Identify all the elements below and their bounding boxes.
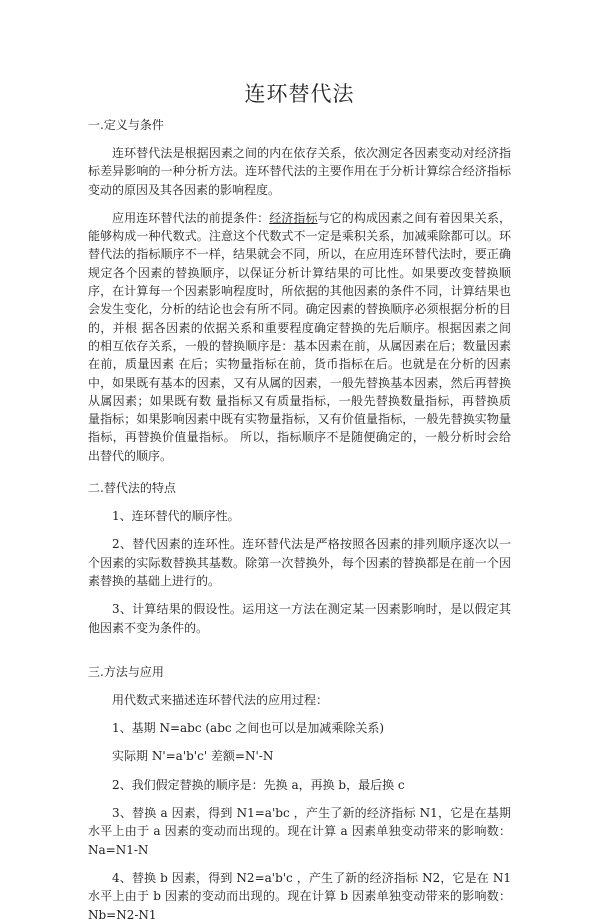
feature-item-3: 3、计算结果的假设性。运用这一方法在测定某一因素影响时，是以假定其他因素不变为条件的。 xyxy=(88,602,511,635)
economic-indicator-link[interactable]: 经济指标 xyxy=(269,210,318,225)
preconditions-lead: 应用连环替代法的前提条件： xyxy=(112,210,270,225)
paragraph-preconditions xyxy=(88,209,511,465)
preconditions-body: 与它的构成因素之间有着因果关系，能够构成一种代数式。注意这个代数式不一定是乘积关系，加减乘除都可以。环替代法的指标顺序不一样，结果就会不同，所以，在应用连环替代法时，要正确规定各个因素的替换顺序，以保证分析计算结果的可比性。如果要改变替换顺序，在计算每一个因素影响程度时，所依据的其他因素的条件不同，计算结果也会发生变化，分析的结论也会有所不同。确定因素的替换顺序必须根据分析的目的，并根 据各因素的依据关系和重要程度确定替换的先后顺序。根据因素之间的相互依存关系，一般的替换顺序是：基本因素在前，从属因素在后；数量因素在前，质量因素 在后；实物量指标在前，货币指标在后。也就是在分析的因素中，如果既有基本的因素，又有从属的因素，一般先替换基本因素，然后再替换从属因素；如果既有数 量指标又有质量指标，一般先替换数量指标，再替换质量指标；如果影响因素中既有实物量指标，又有价值量指标，一般先替换实物量指标，再替换价值量指标。 所以，指标顺序不是随便确定的，一般分析时会给出替代的顺序。 xyxy=(88,210,511,463)
method-intro: 用代数式来描述连环替代法的应用过程： xyxy=(112,692,329,707)
section-heading-definition: 一.定义与条件 xyxy=(88,118,164,132)
method-step-1: 1、基期 N=abc (abc 之间也可以是加减乘除关系) xyxy=(112,721,385,736)
method-step-2: 2、我们假定替换的顺序是：先换 a，再换 b，最后换 c xyxy=(112,777,405,792)
method-step-4: 4、替换 b 因素，得到 N2=a'b'c ，产生了新的经济指标 N2，它是在 N1 水平上由于 b 因素的变动而出现的。现在计算 b 因素单独变动带来的影响数：Nb=N2-N1 xyxy=(88,870,511,922)
section-heading-features: 二.替代法的特点 xyxy=(88,481,176,496)
feature-item-2: 2、替代因素的连环性。连环替代法是严格按照各因素的排列顺序逐次以一个因素的实际数替换其基数。除第一次替换外，每个因素的替换都是在前一个因素替换的基础上进行的。 xyxy=(88,537,511,588)
method-step-3: 3、替换 a 因素，得到 N1=a'bc ，产生了新的经济指标 N1，它是在基期水平上由于 a 因素的变动而出现的。现在计算 a 因素单独变动带来的影响数：Na=N1-N xyxy=(88,806,511,857)
document-title: 连环替代法 xyxy=(244,82,355,106)
paragraph-definition: 连环替代法是根据因素之间的内在依存关系，依次测定各因素变动对经济指标差异影响的一种分析方法。连环替代法的主要作用在于分析计算综合经济指标变动的原因及其各因素的影响程度。 xyxy=(88,146,511,197)
feature-item-1: 1、连环替代的顺序性。 xyxy=(112,509,240,524)
section-heading-method: 三.方法与应用 xyxy=(88,664,164,679)
method-actual-period: 实际期 N'=a'b'c' 差额=N'-N xyxy=(112,749,274,764)
